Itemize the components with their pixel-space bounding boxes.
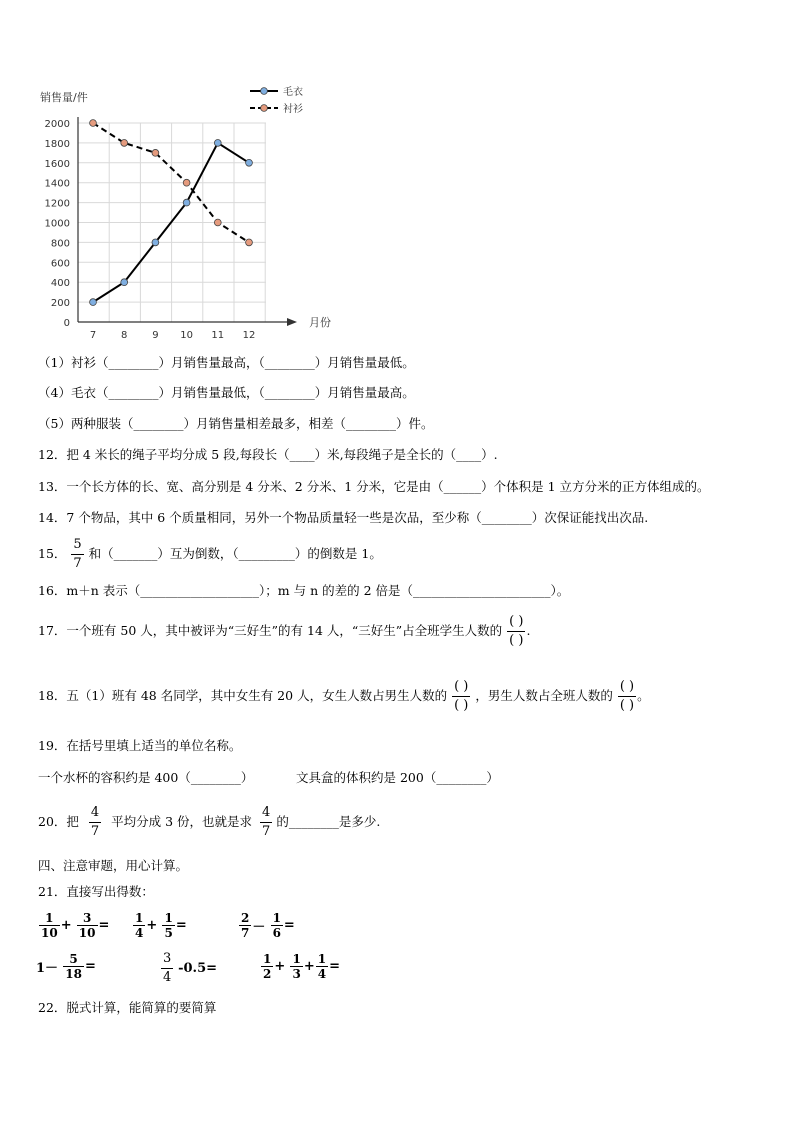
data-point	[246, 239, 253, 246]
fraction-denominator: 4	[135, 926, 144, 940]
question-19: 19．在括号里填上适当的单位名称。	[38, 738, 242, 753]
fraction-numerator: 2	[241, 911, 250, 925]
equals: =	[175, 918, 187, 933]
calc-2-3	[260, 952, 340, 981]
fraction-denominator: 6	[272, 926, 281, 940]
fraction-denominator: 2	[263, 967, 272, 981]
fraction-numerator: 1	[39, 911, 60, 926]
data-point	[121, 279, 128, 286]
question-18	[38, 678, 650, 715]
y-tick-label: 1600	[44, 158, 70, 170]
fraction-denominator: 4	[163, 970, 172, 985]
y-tick-labels	[45, 119, 70, 329]
data-point	[121, 140, 128, 147]
y-axis-label: 销售量/件	[40, 91, 88, 104]
fraction-numerator: 3	[77, 911, 98, 926]
legend-label: 衬衫	[283, 104, 303, 115]
q15-text: 和（_______）互为倒数，（_________）的倒数是 1。	[88, 546, 382, 561]
fraction-denominator: 4	[317, 967, 327, 981]
calc-1-2	[132, 911, 187, 940]
q18-fraction-1	[452, 678, 470, 715]
fraction-numerator: 1	[135, 911, 144, 925]
x-tick-label: 8	[121, 330, 128, 340]
operator: +	[274, 959, 286, 974]
question-5: （5）两种服装（________）月销售量相差最多，相差（________）件。	[38, 416, 434, 431]
equals: =	[84, 959, 96, 974]
equals: =	[98, 918, 110, 933]
data-point	[214, 140, 221, 147]
question-19-b: 文具盒的体积约是 200（________）	[296, 770, 499, 785]
calc-1-1	[38, 911, 109, 940]
y-tick-label: 2000	[44, 119, 70, 130]
data-point	[152, 149, 159, 156]
y-tick-label: 0	[63, 318, 70, 329]
q20-fraction-2	[260, 804, 272, 841]
q18-end: 。	[637, 688, 650, 703]
fraction-numerator: 5	[63, 952, 84, 967]
q20-fraction-1	[89, 804, 101, 841]
q18-fraction-2	[618, 678, 636, 715]
question-22: 22．脱式计算，能简算的要简算	[38, 1000, 217, 1015]
x-axis-arrow	[287, 318, 297, 326]
fraction-denominator: 18	[65, 967, 82, 981]
q17-fraction	[507, 613, 525, 650]
y-tick-label: 1000	[44, 218, 70, 230]
question-14: 14．7 个物品，其中 6 个质量相同，另外一个物品质量轻一些是次品，至少称（________）次保证能找出次品.	[38, 510, 649, 525]
fraction-numerator: 1	[292, 952, 301, 966]
question-13: 13．一个长方体的长、宽、高分别是 4 分米、2 分米、1 分米，它是由（______）个体积是 1 立方分米的正方体组成的。	[38, 479, 710, 494]
tail-expression: -0.5=	[178, 961, 218, 976]
data-point	[214, 219, 221, 226]
calc-2-2	[160, 950, 217, 987]
data-point	[246, 159, 253, 166]
q15-number: 15．	[38, 546, 67, 561]
fraction-numerator: 1	[317, 952, 327, 966]
fraction-denominator: 7	[73, 556, 82, 571]
q18-text-b: ，男生人数占全班人数的	[475, 688, 613, 703]
fraction-numerator: 4	[89, 804, 101, 823]
sales-line-chart	[0, 0, 340, 340]
operator: +	[60, 918, 72, 933]
question-12: 12．把 4 米长的绳子平均分成 5 段,每段长（____）米,每段绳子是全长的（____）.	[38, 447, 498, 462]
fraction-numerator: 4	[260, 804, 272, 823]
fraction-denominator: 7	[241, 926, 250, 940]
x-tick-label: 11	[211, 330, 225, 340]
q18-text-a: 18．五（1）班有 48 名同学，其中女生有 20 人，女生人数占男生人数的	[38, 688, 448, 703]
question-16: 16．m＋n 表示（___________________）；m 与 n 的差的 2 倍是（______________________）。	[38, 583, 570, 598]
fraction-denominator: ( )	[509, 633, 524, 648]
fraction-denominator: 10	[78, 926, 96, 940]
q20-text-b: 平均分成 3 份，也就是求	[111, 814, 253, 829]
fraction-denominator: 5	[164, 926, 173, 940]
operator: －	[252, 920, 266, 935]
question-15	[38, 536, 382, 573]
question-19-a: 一个水杯的容积约是 400（________）	[38, 770, 254, 785]
question-21: 21．直接写出得数：	[38, 884, 154, 899]
fraction-denominator: 7	[90, 824, 100, 839]
question-1: （1）衬衫（________）月销售量最高，（________）月销售量最低。	[38, 355, 415, 370]
fraction-numerator: 5	[71, 536, 83, 555]
question-4: （4）毛衣（________）月销售量最低，（________）月销售量最高。	[38, 385, 415, 400]
operator: +	[146, 918, 158, 933]
equals: =	[329, 959, 340, 974]
fraction-denominator: 3	[292, 967, 301, 981]
question-20	[38, 804, 380, 841]
y-tick-label: 200	[50, 298, 70, 310]
chart-legend	[250, 85, 303, 115]
y-tick-label: 400	[50, 278, 70, 290]
q17-text: 17．一个班有 50 人，其中被评为“三好生”的有 14 人，“三好生”占全班学生人数的	[38, 623, 503, 638]
fraction-numerator: 3	[161, 950, 173, 969]
y-tick-label: 1800	[44, 138, 70, 150]
q20-text-c: 的________是多少.	[276, 814, 381, 829]
fraction-denominator: ( )	[619, 698, 635, 713]
data-point	[183, 179, 190, 186]
data-point	[90, 120, 97, 127]
fraction-numerator: ( )	[618, 678, 636, 697]
x-axis-label: 月份	[309, 316, 331, 329]
x-tick-label: 12	[242, 330, 256, 340]
calc-1-3	[238, 911, 295, 940]
y-tick-label: 800	[50, 238, 70, 250]
section-4-heading: 四、注意审题，用心计算。	[38, 858, 189, 873]
leading-term: 1－	[36, 961, 59, 976]
data-point	[183, 199, 190, 206]
fraction-denominator: 10	[41, 926, 58, 940]
x-tick-label: 10	[180, 330, 193, 340]
question-17	[38, 613, 530, 650]
fraction-numerator: ( )	[452, 678, 470, 697]
operator: +	[303, 959, 315, 974]
equals: =	[283, 918, 295, 933]
legend-marker	[261, 88, 268, 95]
data-point	[90, 299, 97, 306]
fraction-denominator: ( )	[454, 698, 469, 713]
x-tick-label: 7	[89, 330, 97, 340]
data-point	[152, 239, 159, 246]
y-tick-label: 1200	[44, 198, 70, 210]
x-tick-label: 9	[152, 330, 159, 340]
calc-2-1	[36, 952, 96, 981]
q20-text-a: 20．把	[38, 814, 79, 829]
legend-marker	[261, 105, 268, 112]
x-tick-labels	[90, 330, 256, 340]
q15-fraction	[71, 536, 83, 573]
y-tick-label: 1400	[44, 178, 70, 190]
chart-series	[90, 120, 253, 306]
fraction-numerator: 1	[263, 952, 272, 966]
fraction-numerator: 1	[164, 911, 173, 925]
fraction-numerator: ( )	[507, 613, 525, 632]
y-tick-label: 600	[50, 258, 70, 270]
q17-end: .	[526, 623, 531, 638]
legend-label: 毛衣	[283, 87, 303, 98]
chart-axes	[78, 117, 297, 326]
fraction-denominator: 7	[262, 824, 271, 839]
fraction-numerator: 1	[272, 911, 281, 925]
